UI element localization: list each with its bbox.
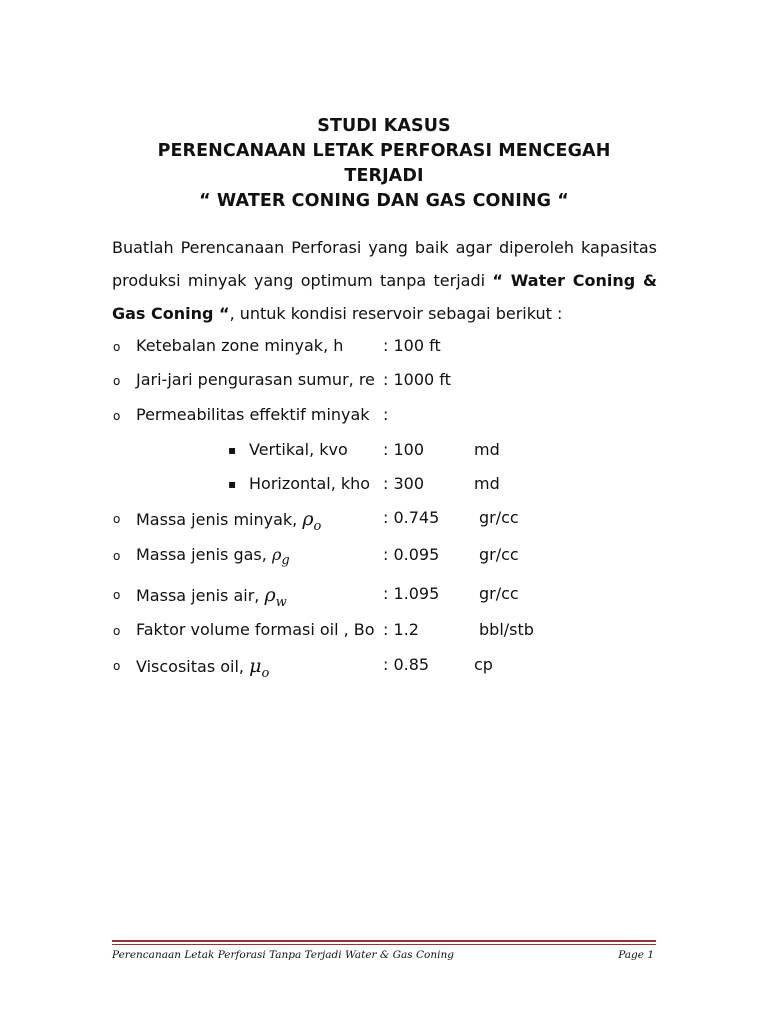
item-unit: md	[474, 474, 500, 493]
item-label: Faktor volume formasi oil , Bo	[136, 620, 375, 639]
item-value: : 100	[383, 440, 425, 459]
item-value: : 1000 ft	[383, 370, 451, 389]
square-bullet-icon: ▪	[228, 443, 237, 457]
list-item	[0, 620, 768, 646]
item-label-with-symbol	[136, 545, 290, 568]
item-unit: gr/cc	[479, 584, 519, 603]
title-line-3: TERJADI	[344, 166, 424, 186]
list-item	[0, 405, 768, 431]
item-value: :	[383, 405, 389, 424]
list-item	[0, 545, 768, 571]
sub-list-item	[0, 440, 768, 466]
page-number: Page 1	[618, 949, 654, 961]
list-item	[0, 655, 768, 681]
list-item	[0, 336, 768, 362]
item-unit: gr/cc	[479, 508, 519, 527]
list-item	[0, 584, 768, 610]
item-label: Massa jenis air,	[136, 586, 265, 605]
item-label: Horizontal, kho	[249, 474, 371, 493]
item-label: Permeabilitas effektif minyak	[136, 405, 370, 424]
item-value: : 0.095	[383, 545, 440, 564]
list-item	[0, 508, 768, 534]
item-label-with-symbol	[136, 508, 321, 534]
item-value: : 300	[383, 474, 425, 493]
intro-text-after: , untuk kondisi reservoir sebagai berikut :	[229, 304, 563, 323]
item-label: Jari-jari pengurasan sumur, re	[136, 370, 375, 389]
intro-paragraph	[112, 231, 657, 330]
item-value: : 100 ft	[383, 336, 441, 355]
item-value: : 1.2	[383, 620, 419, 639]
footer-divider-thick	[112, 940, 656, 942]
item-label: Ketebalan zone minyak, h	[136, 336, 344, 355]
item-label-with-symbol	[136, 655, 269, 681]
circle-bullet-icon: o	[113, 374, 121, 388]
intro-text-before: Buatlah Perencanaan Perforasi yang baik agar diperoleh kapasitas produksi minyak yang optimum tanpa terjadi	[112, 238, 657, 290]
list-item	[0, 370, 768, 396]
item-unit: bbl/stb	[479, 620, 534, 639]
item-unit: gr/cc	[479, 545, 519, 564]
square-bullet-icon: ▪	[228, 477, 237, 491]
title-line-2: PERENCANAAN LETAK PERFORASI MENCEGAH	[157, 141, 611, 161]
footer-divider-thin	[112, 944, 656, 945]
mu-symbol: $\mu_o$	[249, 655, 270, 681]
circle-bullet-icon: o	[113, 340, 121, 354]
title-line-1: STUDI KASUS	[317, 116, 451, 136]
intro-bold-text: “ Water Coning & Gas Coning “	[112, 271, 657, 323]
item-label: Massa jenis minyak,	[136, 510, 303, 529]
item-label: Vertikal, kvo	[249, 440, 348, 459]
item-unit: cp	[474, 655, 493, 674]
item-label-with-symbol	[136, 584, 287, 610]
rho-symbol: $\rho_g$	[271, 545, 290, 569]
title-line-4: “ WATER CONING DAN GAS CONING “	[199, 191, 569, 211]
circle-bullet-icon: o	[113, 588, 121, 602]
title-block	[0, 114, 768, 214]
item-value: : 0.85	[383, 655, 430, 674]
circle-bullet-icon: o	[113, 512, 121, 526]
sub-list-item	[0, 474, 768, 500]
circle-bullet-icon: o	[113, 624, 121, 638]
item-unit: md	[474, 440, 500, 459]
item-label: Massa jenis gas,	[136, 545, 272, 564]
circle-bullet-icon: o	[113, 549, 121, 563]
item-value: : 1.095	[383, 584, 440, 603]
item-label: Viscositas oil,	[136, 657, 250, 676]
footer-title: Perencanaan Letak Perforasi Tanpa Terjadi Water & Gas Coning	[112, 949, 454, 961]
circle-bullet-icon: o	[113, 659, 121, 673]
rho-symbol: $\rho_o$	[302, 508, 322, 534]
rho-symbol: $\rho_w$	[264, 584, 287, 610]
item-value: : 0.745	[383, 508, 440, 527]
circle-bullet-icon: o	[113, 409, 121, 423]
